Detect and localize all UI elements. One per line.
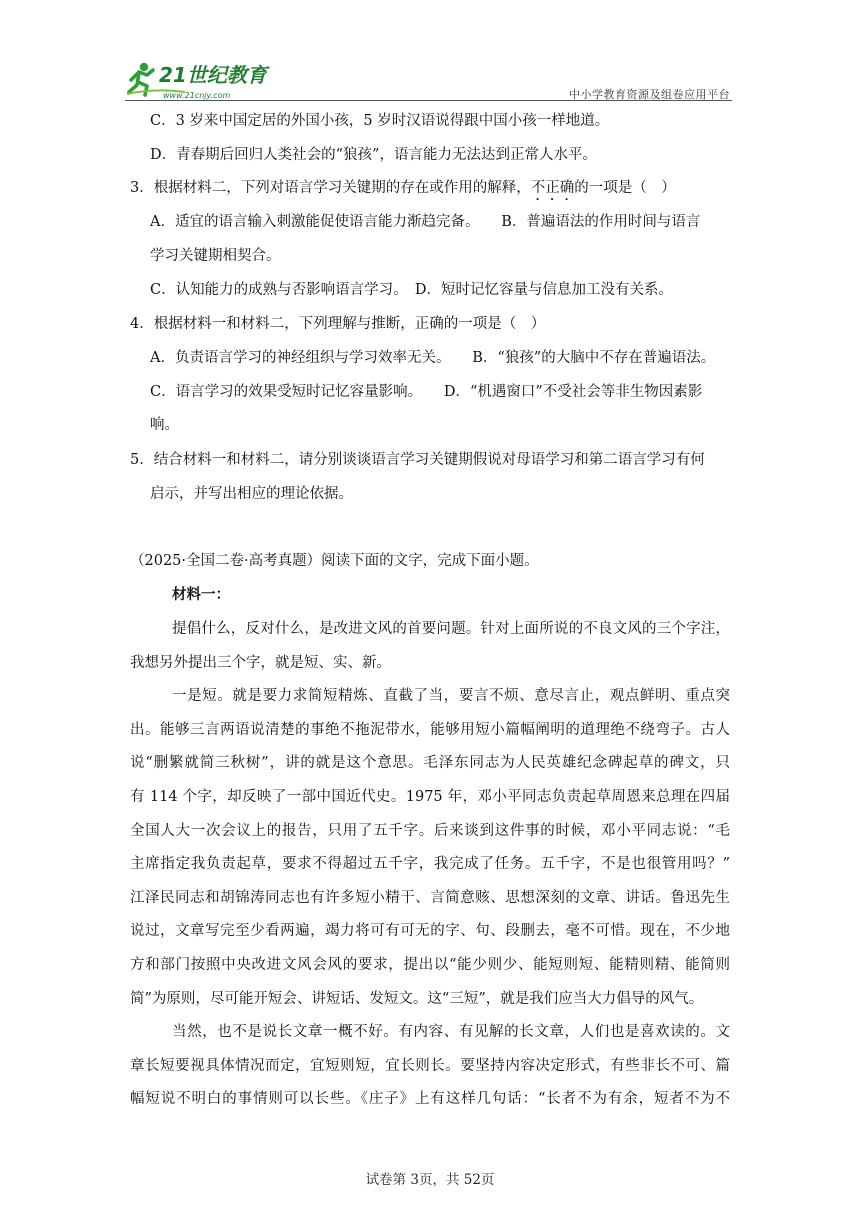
q3-options-ab-cont: 学习关键期相契合。 (150, 248, 281, 264)
q3-emphasis: 不正确 (530, 180, 575, 196)
passage-line: 幅短说不明白的事情则可以长些。《庄子》上有这样几句话：“长者不为有余，短者不为不 (130, 1091, 730, 1107)
q4-options-ab: A．负责语言学习的神经组织与学习效率无关。 B．“狼孩”的大脑中不存在普遍语法。 (150, 350, 716, 366)
header-divider (125, 100, 732, 101)
page-header (125, 58, 732, 102)
svg-text:www.21cnjy.com: www.21cnjy.com (163, 91, 231, 100)
platform-name: 中小学教育资源及组卷应用平台 (569, 88, 730, 101)
passage-line: 说“删繁就简三秋树”，讲的就是这个意思。毛泽东同志为人民英雄纪念碑起草的碑文，只 (130, 755, 730, 771)
passage-line: 出。能够三言两语说清楚的事绝不拖泥带水，能够用短小篇幅阐明的道理绝不绕弯子。古人 (130, 722, 730, 738)
passage-line: 说过，文章写完至少看两遍，竭力将可有可无的字、句、段删去，毫不可惜。现在，不少地 (130, 923, 730, 939)
q3-options-cd: C．认知能力的成熟与否影响语言学习。 D．短时记忆容量与信息加工没有关系。 (150, 282, 673, 298)
q4-options-cd-cont: 响。 (150, 417, 179, 433)
q3-stem-tail: 的一项是（ ） (574, 180, 676, 196)
q2-option-d: D．青春期后回归人类社会的“狼孩”，语言能力无法达到正常人水平。 (150, 147, 597, 163)
q3-stem-text: 3．根据材料二，下列对语言学习关键期的存在或作用的解释， (130, 180, 531, 196)
passage-line: 章长短要视具体情况而定，宜短则短，宜长则长。要坚持内容决定形式，有些非长不可、篇 (130, 1058, 730, 1074)
q5-stem-cont: 启示，并写出相应的理论依据。 (150, 486, 353, 502)
passage-line: 简”为原则，尽可能开短会、讲短话、发短文。这“三短”，就是我们应当大力倡导的风气。 (130, 991, 704, 1007)
page-footer: 试卷第 3页，共 52页 (365, 1172, 495, 1188)
passage-line: 当然，也不是说长文章一概不好。有内容、有见解的长文章，人们也是喜欢读的。文 (172, 1024, 730, 1040)
passage-line: 方和部门按照中央改进文风会风的要求，提出以“能少则少、能短则短、能精则精、能简则 (130, 957, 730, 973)
passage-line: 我想另外提出三个字，就是短、实、新。 (130, 655, 391, 671)
q4-stem: 4．根据材料一和材料二，下列理解与推断，正确的一项是（ ） (130, 316, 546, 332)
svg-text:21世纪教育: 21世纪教育 (159, 63, 267, 87)
q4-options-cd: C．语言学习的效果受短时记忆容量影响。 D．“机遇窗口”不受社会等非生物因素影 (150, 384, 703, 400)
q3-options-ab: A．适宜的语言输入刺激能促使语言能力渐趋完备。 B．普遍语法的作用时间与语言 (150, 214, 701, 230)
logo-21cnjy (125, 58, 275, 102)
q2-option-c: C．3 岁来中国定居的外国小孩，5 岁时汉语说得跟中国小孩一样地道。 (150, 113, 610, 129)
passage-line: 一是短。就是要力求简短精炼、直截了当，要言不烦、意尽言止，观点鲜明、重点突 (172, 688, 730, 704)
passage-source: （2025·全国二卷·高考真题）阅读下面的文字，完成下面小题。 (130, 553, 539, 569)
q5-stem: 5．结合材料一和材料二，请分别谈谈语言学习关键期假说对母语学习和第二语言学习有何 (130, 452, 705, 468)
passage-line: 江泽民同志和胡锦涛同志也有许多短小精干、言简意赅、思想深刻的文章、讲话。鲁迅先生 (130, 890, 730, 906)
passage-line: 有 114 个字，却反映了一部中国近代史。1975 年，邓小平同志负责起草周恩来总理在四届 (130, 789, 730, 805)
passage-line: 主席指定我负责起草，要求不得超过五千字，我完成了任务。五千字，不是也很管用吗？” (130, 856, 730, 872)
q3-stem (130, 178, 676, 204)
passage-line: 全国人大一次会议上的报告，只用了五千字。后来谈到这件事的时候，邓小平同志说：“毛 (130, 823, 730, 839)
material-label: 材料一： (172, 586, 230, 603)
passage-line: 提倡什么，反对什么，是改进文风的首要问题。针对上面所说的不良文风的三个字注， (172, 621, 730, 637)
